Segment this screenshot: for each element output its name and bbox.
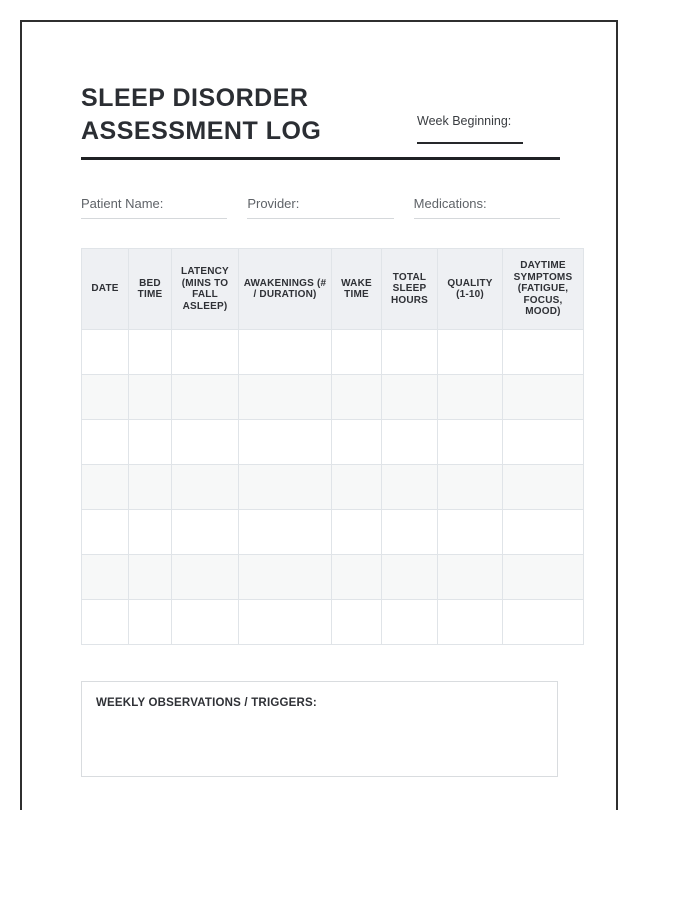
column-header-4: AWAKENINGS (# / DURATION) (239, 249, 332, 330)
log-cell (438, 600, 503, 645)
log-row (82, 465, 584, 510)
log-cell (172, 510, 239, 555)
week-beginning-blank-line (417, 142, 523, 144)
patient-info-row (81, 196, 560, 219)
column-header-5: WAKE TIME (332, 249, 382, 330)
log-cell (172, 420, 239, 465)
column-header-7: QUALITY (1-10) (438, 249, 503, 330)
log-cell (438, 555, 503, 600)
table-header-row (82, 249, 584, 330)
week-beginning-label: Week Beginning: (417, 114, 512, 128)
column-header-2: BED TIME (129, 249, 172, 330)
log-cell (332, 555, 382, 600)
log-cell (129, 555, 172, 600)
log-cell (438, 420, 503, 465)
log-cell (82, 465, 129, 510)
log-cell (129, 510, 172, 555)
weekly-observations-label: WEEKLY OBSERVATIONS / TRIGGERS: (96, 697, 317, 709)
patient-name-field (81, 196, 227, 219)
log-cell (239, 330, 332, 375)
patient-name-blank-line (81, 218, 227, 219)
log-cell (503, 555, 584, 600)
log-cell (503, 375, 584, 420)
log-cell (503, 465, 584, 510)
log-cell (382, 600, 438, 645)
log-cell (332, 330, 382, 375)
column-header-8: DAYTIME SYMPTOMS (FATIGUE, FOCUS, MOOD) (503, 249, 584, 330)
log-cell (438, 510, 503, 555)
log-row (82, 600, 584, 645)
sleep-log-table (81, 248, 584, 645)
log-cell (332, 600, 382, 645)
log-row (82, 510, 584, 555)
log-cell (82, 375, 129, 420)
log-cell (438, 330, 503, 375)
log-cell (129, 600, 172, 645)
log-cell (172, 465, 239, 510)
log-cell (129, 375, 172, 420)
log-cell (239, 510, 332, 555)
week-beginning-field (417, 114, 523, 144)
medications-label: Medications: (413, 196, 487, 211)
log-cell (239, 465, 332, 510)
provider-blank-line (247, 218, 393, 219)
log-cell (239, 375, 332, 420)
provider-label: Provider: (247, 196, 300, 211)
log-cell (239, 420, 332, 465)
log-cell (382, 420, 438, 465)
log-cell (332, 510, 382, 555)
log-cell (382, 510, 438, 555)
log-cell (503, 600, 584, 645)
log-cell (503, 330, 584, 375)
weekly-observations-box (81, 681, 558, 777)
log-row (82, 420, 584, 465)
patient-name-label: Patient Name: (81, 196, 164, 211)
log-cell (172, 330, 239, 375)
log-cell (172, 600, 239, 645)
log-cell (382, 330, 438, 375)
log-row (82, 555, 584, 600)
page-title: SLEEP DISORDER ASSESSMENT LOG (81, 84, 322, 145)
page-border (20, 20, 618, 810)
log-cell (332, 420, 382, 465)
column-header-1: DATE (82, 249, 129, 330)
log-cell (332, 375, 382, 420)
column-header-3: LATENCY (MINS TO FALL ASLEEP) (172, 249, 239, 330)
log-cell (382, 555, 438, 600)
title-divider-rule (81, 157, 560, 160)
provider-field (247, 196, 393, 219)
log-cell (438, 465, 503, 510)
log-cell (82, 330, 129, 375)
medications-field (414, 196, 560, 219)
log-cell (172, 375, 239, 420)
log-cell (382, 465, 438, 510)
log-cell (129, 420, 172, 465)
log-row (82, 375, 584, 420)
log-cell (82, 555, 129, 600)
column-header-6: TOTAL SLEEP HOURS (382, 249, 438, 330)
log-cell (239, 555, 332, 600)
log-cell (82, 510, 129, 555)
log-cell (82, 420, 129, 465)
log-cell (82, 600, 129, 645)
log-cell (382, 375, 438, 420)
log-row (82, 330, 584, 375)
log-cell (239, 600, 332, 645)
log-cell (503, 420, 584, 465)
log-cell (332, 465, 382, 510)
log-cell (129, 330, 172, 375)
log-cell (438, 375, 503, 420)
log-cell (503, 510, 584, 555)
log-cell (129, 465, 172, 510)
medications-blank-line (414, 218, 560, 219)
log-cell (172, 555, 239, 600)
